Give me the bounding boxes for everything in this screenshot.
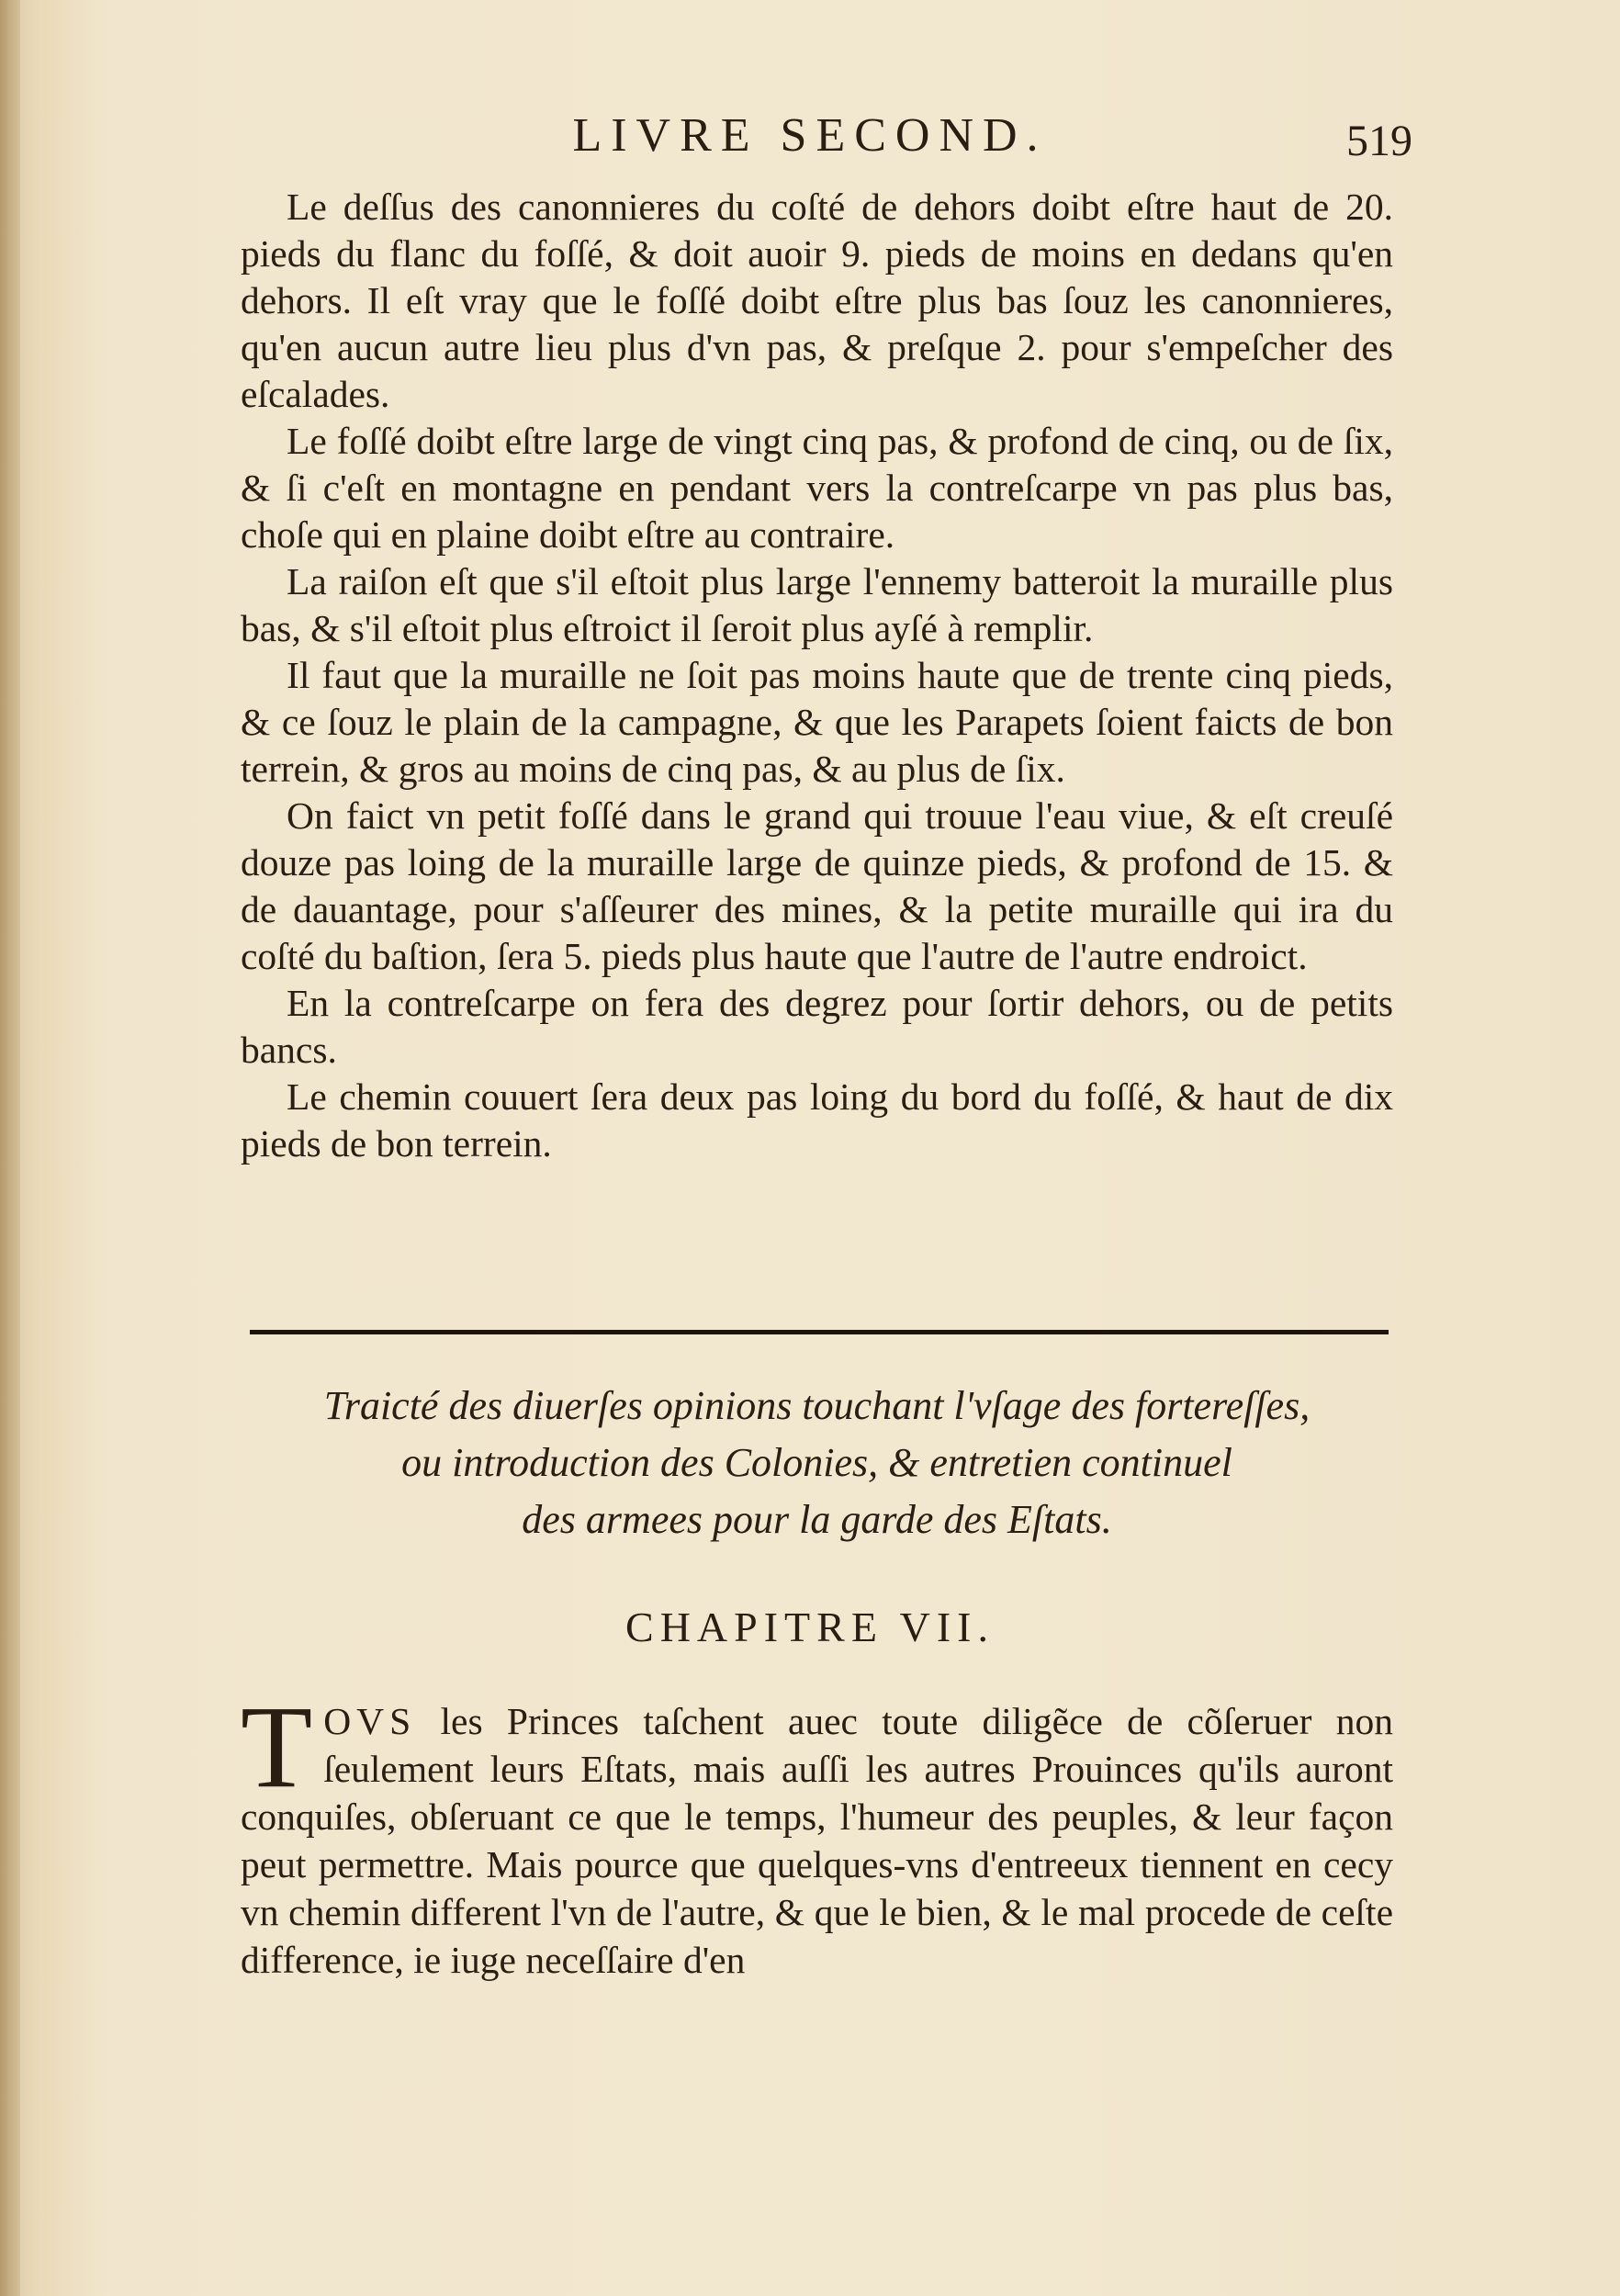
chapter-heading-line: ou introduction des Colonies, & entretien continuel bbox=[401, 1440, 1232, 1485]
page-spine-shadow bbox=[0, 0, 20, 2296]
paragraph: Le deſſus des canonnieres du coſté de dehors doibt eſtre haut de 20. pieds du flanc du foſſé, & doit auoir 9. pieds de moins en dedans qu'en dehors. Il eſt vray que le foſſé doibt eſtre plus bas ſouz les canonnieres, qu'en aucun autre lieu plus d'vn pas, & preſque 2. pour s'empeſcher des eſcalades. bbox=[241, 186, 1393, 415]
chapter-heading-line: Traicté des diuerſes opinions touchant l'vſage des fortereſſes, bbox=[323, 1383, 1311, 1428]
paragraph: En la contreſcarpe on fera des degrez pour ſortir dehors, ou de petits bancs. bbox=[241, 982, 1393, 1071]
chapter-heading-line: des armees pour la garde des Eſtats. bbox=[522, 1497, 1112, 1542]
paragraph: On faict vn petit foſſé dans le grand qui trouue l'eau viue, & eſt creuſé douze pas loing de la muraille large de quinze pieds, & profond de 15. & de dauantage, pour s'aſſeurer des mines, & la petite muraille qui ira du coſté du baſtion, ſera 5. pieds plus haute que l'autre de l'autre endroict. bbox=[241, 794, 1393, 977]
page-number: 519 bbox=[1346, 117, 1412, 165]
running-title: LIVRE SECOND. bbox=[572, 109, 1048, 162]
opening-text: les Princes taſchent auec toute diligẽce de cõſeruer non ſeulement leurs Eſtats, mais auſſi les autres Prouinces qu'ils auront conquiſes, obſeruant ce que le temps, l'humeur des peuples, & leur façon peut permettre. Mais pource que quelques-vns d'entreeux tiennent en cecy vn chemin different l'vn de l'autre, & que le bien, & le mal procede de ceſte difference, ie iuge neceſſaire d'en bbox=[241, 1700, 1393, 1981]
paragraph: Il faut que la muraille ne ſoit pas moins haute que de trente cinq pieds, & ce ſouz le plain de la campagne, & que les Parapets ſoient faicts de bon terrein, & gros au moins de cinq pas, & au plus de ſix. bbox=[241, 654, 1393, 790]
first-word-rest: OVS bbox=[323, 1700, 417, 1742]
paragraph: Le chemin couuert ſera deux pas loing du bord du foſſé, & haut de dix pieds de bon terrein. bbox=[241, 1075, 1393, 1165]
chapter-opening-paragraph bbox=[241, 1682, 1393, 1984]
chapter-number: CHAPITRE VII. bbox=[625, 1604, 995, 1650]
paragraph: La raiſon eſt que s'il eſtoit plus large l'ennemy batteroit la muraille plus bas, & s'il eſtoit plus eſtroict il ſeroit plus ayſé à remplir. bbox=[241, 560, 1393, 649]
page-header bbox=[0, 108, 1620, 173]
paragraph: Le foſſé doibt eſtre large de vingt cinq pas, & profond de cinq, ou de ſix, & ſi c'eſt en montagne en pendant vers la contreſcarpe vn pas plus bas, choſe qui en plaine doibt eſtre au contraire. bbox=[241, 420, 1393, 556]
section-divider bbox=[250, 1330, 1389, 1334]
drop-cap: T bbox=[241, 1682, 313, 1812]
body-text bbox=[241, 184, 1393, 1167]
chapter-heading bbox=[241, 1378, 1393, 1548]
